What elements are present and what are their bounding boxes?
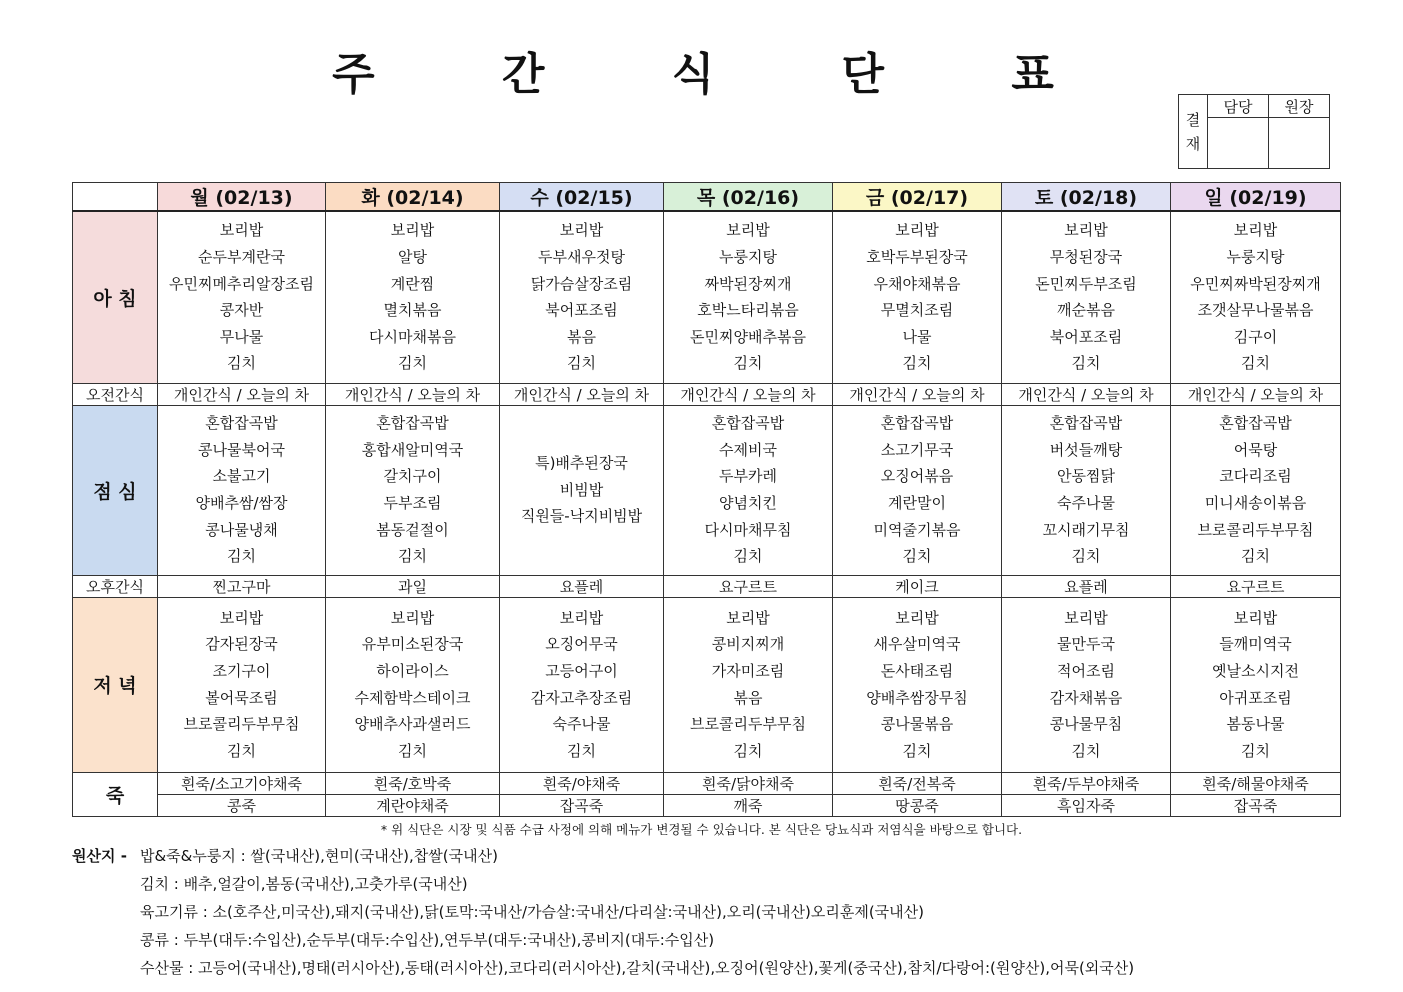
weekly-menu-table bbox=[72, 182, 1341, 817]
menu-item: 김치 bbox=[1071, 354, 1101, 373]
menu-item: 보리밥 bbox=[726, 221, 770, 240]
menu-item: 물만두국 bbox=[1057, 635, 1115, 654]
menu-item: 소불고기 bbox=[212, 467, 271, 486]
menu-item: 숙주나물 bbox=[1057, 494, 1115, 512]
menu-item: 김구이 bbox=[1233, 327, 1278, 346]
menu-item: 홍합새알미역국 bbox=[361, 440, 464, 459]
porridge-cell: 잡곡죽 bbox=[500, 794, 664, 816]
snack-cell: 개인간식 / 오늘의 차 bbox=[326, 383, 500, 405]
menu-item: 보리밥 bbox=[1064, 221, 1108, 240]
menu-item: 짜박된장찌개 bbox=[704, 274, 792, 293]
menu-item: 무청된장국 bbox=[1049, 248, 1123, 267]
menu-item: 김치 bbox=[733, 354, 763, 373]
menu-item: 우민찌짜박된장찌개 bbox=[1190, 274, 1321, 293]
day-header: 화 (02/14) bbox=[326, 183, 500, 212]
menu-cell bbox=[158, 597, 326, 772]
menu-item: 김치 bbox=[1071, 741, 1101, 760]
porridge-cell: 흰죽/해물야채죽 bbox=[1171, 772, 1341, 794]
snack-cell: 개인간식 / 오늘의 차 bbox=[664, 383, 833, 405]
menu-item: 가자미조림 bbox=[711, 661, 785, 680]
menu-item: 무나물 bbox=[219, 327, 264, 346]
day-header: 월 (02/13) bbox=[158, 183, 326, 212]
menu-item: 브로콜리두부무침 bbox=[1197, 520, 1314, 539]
origin-info bbox=[72, 842, 1134, 982]
menu-item: 들깨미역국 bbox=[1219, 635, 1292, 654]
menu-item: 두부새우젓탕 bbox=[538, 248, 625, 267]
menu-item: 계란찜 bbox=[390, 274, 435, 293]
menu-item: 숙주나물 bbox=[552, 715, 611, 734]
menu-item: 볼어묵조림 bbox=[205, 688, 278, 707]
approval-label-bottom: 재 bbox=[1185, 134, 1201, 153]
menu-item: 봄동나물 bbox=[1226, 715, 1285, 734]
menu-item: 볶음 bbox=[733, 688, 763, 707]
menu-item: 누룽지탕 bbox=[1226, 248, 1285, 267]
menu-item: 김치 bbox=[227, 354, 256, 373]
menu-cell bbox=[326, 405, 500, 575]
origin-text: 육고기류 : 소(호주산,미국산),돼지(국내산),닭(토막:국내산/가슴살:국내산/다리살:국내산),오리(국내산)오리훈제(국내산) bbox=[140, 903, 924, 921]
menu-item: 고등어구이 bbox=[545, 661, 618, 680]
menu-cell bbox=[664, 597, 833, 772]
menu-item: 보리밥 bbox=[1233, 608, 1278, 627]
menu-item: 혼합잡곡밥 bbox=[711, 414, 785, 433]
menu-cell bbox=[1171, 405, 1341, 575]
menu-cell bbox=[1171, 211, 1341, 383]
menu-item: 브로콜리두부무침 bbox=[183, 715, 300, 734]
menu-item: 브로콜리두부무침 bbox=[690, 715, 806, 734]
pm-snack-label: 오후간식 bbox=[73, 575, 158, 597]
origin-text: 밥&죽&누룽지 : 쌀(국내산),현미(국내산),찹쌀(국내산) bbox=[140, 847, 498, 865]
menu-item: 혼합잡곡밥 bbox=[880, 414, 954, 433]
breakfast-label: 아 침 bbox=[73, 211, 158, 383]
snack-cell: 개인간식 / 오늘의 차 bbox=[500, 383, 664, 405]
menu-cell bbox=[500, 211, 664, 383]
menu-item: 직원들-낙지비빔밥 bbox=[520, 507, 643, 526]
snack-cell: 개인간식 / 오늘의 차 bbox=[833, 383, 1002, 405]
origin-line bbox=[72, 926, 1134, 954]
menu-note: * 위 식단은 시장 및 식품 수급 사정에 의해 메뉴가 변경될 수 있습니다. 본 식단은 당뇨식과 저염식을 바탕으로 합니다. bbox=[380, 822, 1023, 837]
menu-item: 비빔밥 bbox=[559, 480, 604, 499]
menu-item: 깨순볶음 bbox=[1057, 301, 1115, 320]
menu-item: 하이라이스 bbox=[376, 661, 449, 680]
porridge-cell: 흑임자죽 bbox=[1002, 794, 1171, 816]
menu-item: 보리밥 bbox=[1233, 221, 1278, 240]
menu-item: 무멸치조림 bbox=[880, 301, 954, 320]
approval-manager-sign bbox=[1208, 118, 1269, 169]
menu-item: 조기구이 bbox=[212, 661, 271, 680]
menu-item: 김치 bbox=[1241, 741, 1270, 760]
menu-item: 호박느타리볶음 bbox=[697, 301, 799, 320]
menu-item: 나물 bbox=[902, 327, 932, 346]
dinner-label: 저 녁 bbox=[73, 597, 158, 772]
menu-item: 김치 bbox=[902, 354, 932, 373]
menu-item: 계란말이 bbox=[888, 494, 946, 512]
corner-cell bbox=[73, 183, 158, 212]
menu-item: 누룽지탕 bbox=[719, 248, 777, 267]
approval-manager-header: 담당 bbox=[1208, 95, 1269, 118]
menu-item: 혼합잡곡밥 bbox=[1049, 414, 1123, 433]
breakfast-row bbox=[73, 211, 1341, 383]
porridge-cell: 계란야채죽 bbox=[326, 794, 500, 816]
menu-item: 김치 bbox=[1071, 547, 1101, 566]
menu-item: 혼합잡곡밥 bbox=[376, 414, 449, 433]
menu-item: 닭가슴살장조림 bbox=[530, 274, 633, 293]
dinner-row bbox=[73, 597, 1341, 772]
menu-item: 멸치볶음 bbox=[383, 301, 442, 320]
menu-cell bbox=[158, 405, 326, 575]
menu-item: 김치 bbox=[902, 741, 932, 760]
porridge-cell: 흰죽/야채죽 bbox=[500, 772, 664, 794]
menu-item: 보리밥 bbox=[390, 221, 435, 240]
menu-item: 수제함박스테이크 bbox=[354, 688, 471, 707]
menu-item: 다시마채무침 bbox=[704, 520, 792, 539]
menu-item: 콩나물북어국 bbox=[198, 440, 285, 459]
am-snack-row bbox=[73, 383, 1341, 405]
origin-line bbox=[72, 870, 1134, 898]
menu-cell bbox=[1002, 211, 1171, 383]
menu-item: 돈민찌두부조림 bbox=[1035, 274, 1137, 293]
menu-item: 감자고추장조림 bbox=[530, 688, 633, 707]
menu-item: 보리밥 bbox=[895, 608, 939, 627]
porridge-cell: 흰죽/전복죽 bbox=[833, 772, 1002, 794]
menu-item: 옛날소시지전 bbox=[1212, 661, 1299, 680]
menu-item: 봄동겉절이 bbox=[376, 520, 449, 539]
porridge-label: 죽 bbox=[73, 772, 158, 816]
menu-item: 김치 bbox=[567, 354, 596, 373]
menu-item: 오징어무국 bbox=[545, 635, 618, 654]
menu-item: 오징어볶음 bbox=[880, 467, 954, 486]
menu-item: 어묵탕 bbox=[1233, 440, 1278, 459]
menu-item: 콩비지찌개 bbox=[711, 635, 785, 654]
menu-cell bbox=[500, 405, 664, 575]
menu-item: 돈민찌양배추볶음 bbox=[690, 327, 806, 346]
menu-item: 양배추사과샐러드 bbox=[354, 715, 471, 734]
porridge-cell: 흰죽/두부야채죽 bbox=[1002, 772, 1171, 794]
approval-director-header: 원장 bbox=[1269, 95, 1330, 118]
menu-item: 보리밥 bbox=[559, 608, 604, 627]
menu-cell bbox=[664, 405, 833, 575]
menu-cell bbox=[1171, 597, 1341, 772]
menu-cell bbox=[158, 211, 326, 383]
menu-cell bbox=[1002, 405, 1171, 575]
menu-item: 양념치킨 bbox=[719, 494, 777, 512]
menu-item: 순두부계란국 bbox=[198, 248, 285, 267]
menu-item: 수제비국 bbox=[719, 440, 777, 459]
menu-item: 김치 bbox=[733, 547, 763, 566]
menu-item: 김치 bbox=[398, 547, 427, 566]
menu-item: 보리밥 bbox=[726, 608, 770, 627]
menu-item: 김치 bbox=[398, 354, 427, 373]
menu-item: 콩나물볶음 bbox=[880, 715, 954, 734]
porridge-cell: 땅콩죽 bbox=[833, 794, 1002, 816]
menu-item: 김치 bbox=[567, 741, 596, 760]
menu-item: 꼬시래기무침 bbox=[1042, 520, 1130, 539]
menu-item: 돈사태조림 bbox=[880, 661, 954, 680]
menu-item: 혼합잡곡밥 bbox=[205, 414, 278, 433]
menu-item: 보리밥 bbox=[895, 221, 939, 240]
origin-text: 콩류 : 두부(대두:수입산),순두부(대두:수입산),연두부(대두:국내산),콩비지(대두:수입산) bbox=[140, 931, 715, 949]
porridge-cell: 깨죽 bbox=[664, 794, 833, 816]
menu-item: 양배추쌈장무침 bbox=[866, 688, 968, 707]
menu-item: 호박두부된장국 bbox=[866, 248, 968, 267]
menu-item: 조갯살무나물볶음 bbox=[1197, 301, 1314, 320]
menu-item: 알탕 bbox=[398, 248, 427, 267]
snack-cell: 찐고구마 bbox=[158, 575, 326, 597]
menu-cell bbox=[833, 405, 1002, 575]
menu-item: 두부조림 bbox=[383, 494, 442, 512]
menu-item: 북어포조림 bbox=[545, 301, 618, 320]
origin-text: 김치 : 배추,얼갈이,봄동(국내산),고춧가루(국내산) bbox=[140, 875, 468, 893]
menu-item: 소고기무국 bbox=[880, 440, 954, 459]
menu-item: 보리밥 bbox=[559, 221, 604, 240]
day-header: 일 (02/19) bbox=[1171, 183, 1341, 212]
menu-item: 감자된장국 bbox=[205, 635, 278, 654]
snack-cell: 과일 bbox=[326, 575, 500, 597]
menu-cell bbox=[1002, 597, 1171, 772]
menu-cell bbox=[500, 597, 664, 772]
menu-item: 북어포조림 bbox=[1049, 327, 1123, 346]
menu-item: 김치 bbox=[1241, 354, 1270, 373]
snack-cell: 개인간식 / 오늘의 차 bbox=[158, 383, 326, 405]
menu-item: 콩자반 bbox=[219, 301, 264, 320]
approval-director-sign bbox=[1269, 118, 1330, 169]
porridge-row-1 bbox=[73, 772, 1341, 794]
menu-item: 유부미소된장국 bbox=[361, 635, 464, 654]
day-header: 토 (02/18) bbox=[1002, 183, 1171, 212]
menu-item: 미역줄기볶음 bbox=[873, 520, 961, 539]
menu-item: 볶음 bbox=[567, 327, 596, 346]
menu-item: 김치 bbox=[1241, 547, 1270, 566]
menu-item: 보리밥 bbox=[219, 608, 264, 627]
approval-label bbox=[1179, 95, 1208, 169]
day-header-row bbox=[73, 183, 1341, 212]
menu-item: 미니새송이볶음 bbox=[1204, 494, 1307, 512]
snack-cell: 요플레 bbox=[500, 575, 664, 597]
menu-item: 우민찌메추리알장조림 bbox=[169, 274, 314, 293]
menu-item: 새우살미역국 bbox=[873, 635, 961, 654]
origin-key: 원산지 - bbox=[72, 847, 127, 865]
origin-line bbox=[72, 954, 1134, 982]
pm-snack-row bbox=[73, 575, 1341, 597]
snack-cell: 개인간식 / 오늘의 차 bbox=[1002, 383, 1171, 405]
porridge-cell: 흰죽/호박죽 bbox=[326, 772, 500, 794]
origin-line bbox=[72, 842, 1134, 870]
menu-item: 우채야채볶음 bbox=[873, 274, 961, 293]
porridge-cell: 흰죽/소고기야채죽 bbox=[158, 772, 326, 794]
menu-item: 아귀포조림 bbox=[1219, 688, 1292, 707]
snack-cell: 요플레 bbox=[1002, 575, 1171, 597]
page-title: 주 간 식 단 표 bbox=[332, 49, 1110, 100]
menu-item: 버섯들깨탕 bbox=[1049, 440, 1123, 459]
snack-cell: 요구르트 bbox=[664, 575, 833, 597]
menu-item: 보리밥 bbox=[219, 221, 264, 240]
porridge-cell: 콩죽 bbox=[158, 794, 326, 816]
menu-cell bbox=[833, 597, 1002, 772]
porridge-row-2 bbox=[73, 794, 1341, 816]
menu-item: 콩나물무침 bbox=[1049, 715, 1123, 734]
lunch-label: 점 심 bbox=[73, 405, 158, 575]
lunch-row bbox=[73, 405, 1341, 575]
menu-item: 김치 bbox=[733, 741, 763, 760]
menu-item: 갈치구이 bbox=[383, 467, 442, 486]
menu-item: 김치 bbox=[398, 741, 427, 760]
approval-box bbox=[1178, 94, 1330, 169]
menu-item: 김치 bbox=[227, 547, 256, 566]
menu-cell bbox=[326, 211, 500, 383]
menu-item: 안동찜닭 bbox=[1057, 467, 1115, 486]
menu-item: 적어조림 bbox=[1057, 661, 1115, 680]
snack-cell: 개인간식 / 오늘의 차 bbox=[1171, 383, 1341, 405]
menu-cell bbox=[664, 211, 833, 383]
porridge-cell: 잡곡죽 bbox=[1171, 794, 1341, 816]
snack-cell: 케이크 bbox=[833, 575, 1002, 597]
day-header: 수 (02/15) bbox=[500, 183, 664, 212]
menu-cell bbox=[833, 211, 1002, 383]
porridge-cell: 흰죽/닭야채죽 bbox=[664, 772, 833, 794]
day-header: 금 (02/17) bbox=[833, 183, 1002, 212]
menu-item: 김치 bbox=[227, 741, 256, 760]
approval-label-top: 결 bbox=[1185, 110, 1201, 129]
menu-item: 보리밥 bbox=[1064, 608, 1108, 627]
day-header: 목 (02/16) bbox=[664, 183, 833, 212]
am-snack-label: 오전간식 bbox=[73, 383, 158, 405]
snack-cell: 요구르트 bbox=[1171, 575, 1341, 597]
menu-item: 코다리조림 bbox=[1219, 467, 1292, 486]
menu-item: 양배추쌈/쌈장 bbox=[195, 494, 288, 512]
menu-item: 혼합잡곡밥 bbox=[1219, 414, 1292, 433]
menu-item: 두부카레 bbox=[719, 467, 777, 486]
menu-item: 특)배추된장국 bbox=[535, 454, 628, 473]
origin-text: 수산물 : 고등어(국내산),명태(러시아산),동태(러시아산),코다리(러시아산),갈치(국내산),오징어(원양산),꽃게(중국산),참치/다랑어:(원양산),어묵(외국산) bbox=[140, 959, 1135, 977]
menu-item: 감자채볶음 bbox=[1049, 688, 1123, 707]
menu-item: 다시마채볶음 bbox=[369, 327, 456, 346]
menu-item: 김치 bbox=[902, 547, 932, 566]
menu-item: 콩나물냉채 bbox=[205, 520, 278, 539]
origin-line bbox=[72, 898, 1134, 926]
menu-cell bbox=[326, 597, 500, 772]
menu-item: 보리밥 bbox=[390, 608, 435, 627]
